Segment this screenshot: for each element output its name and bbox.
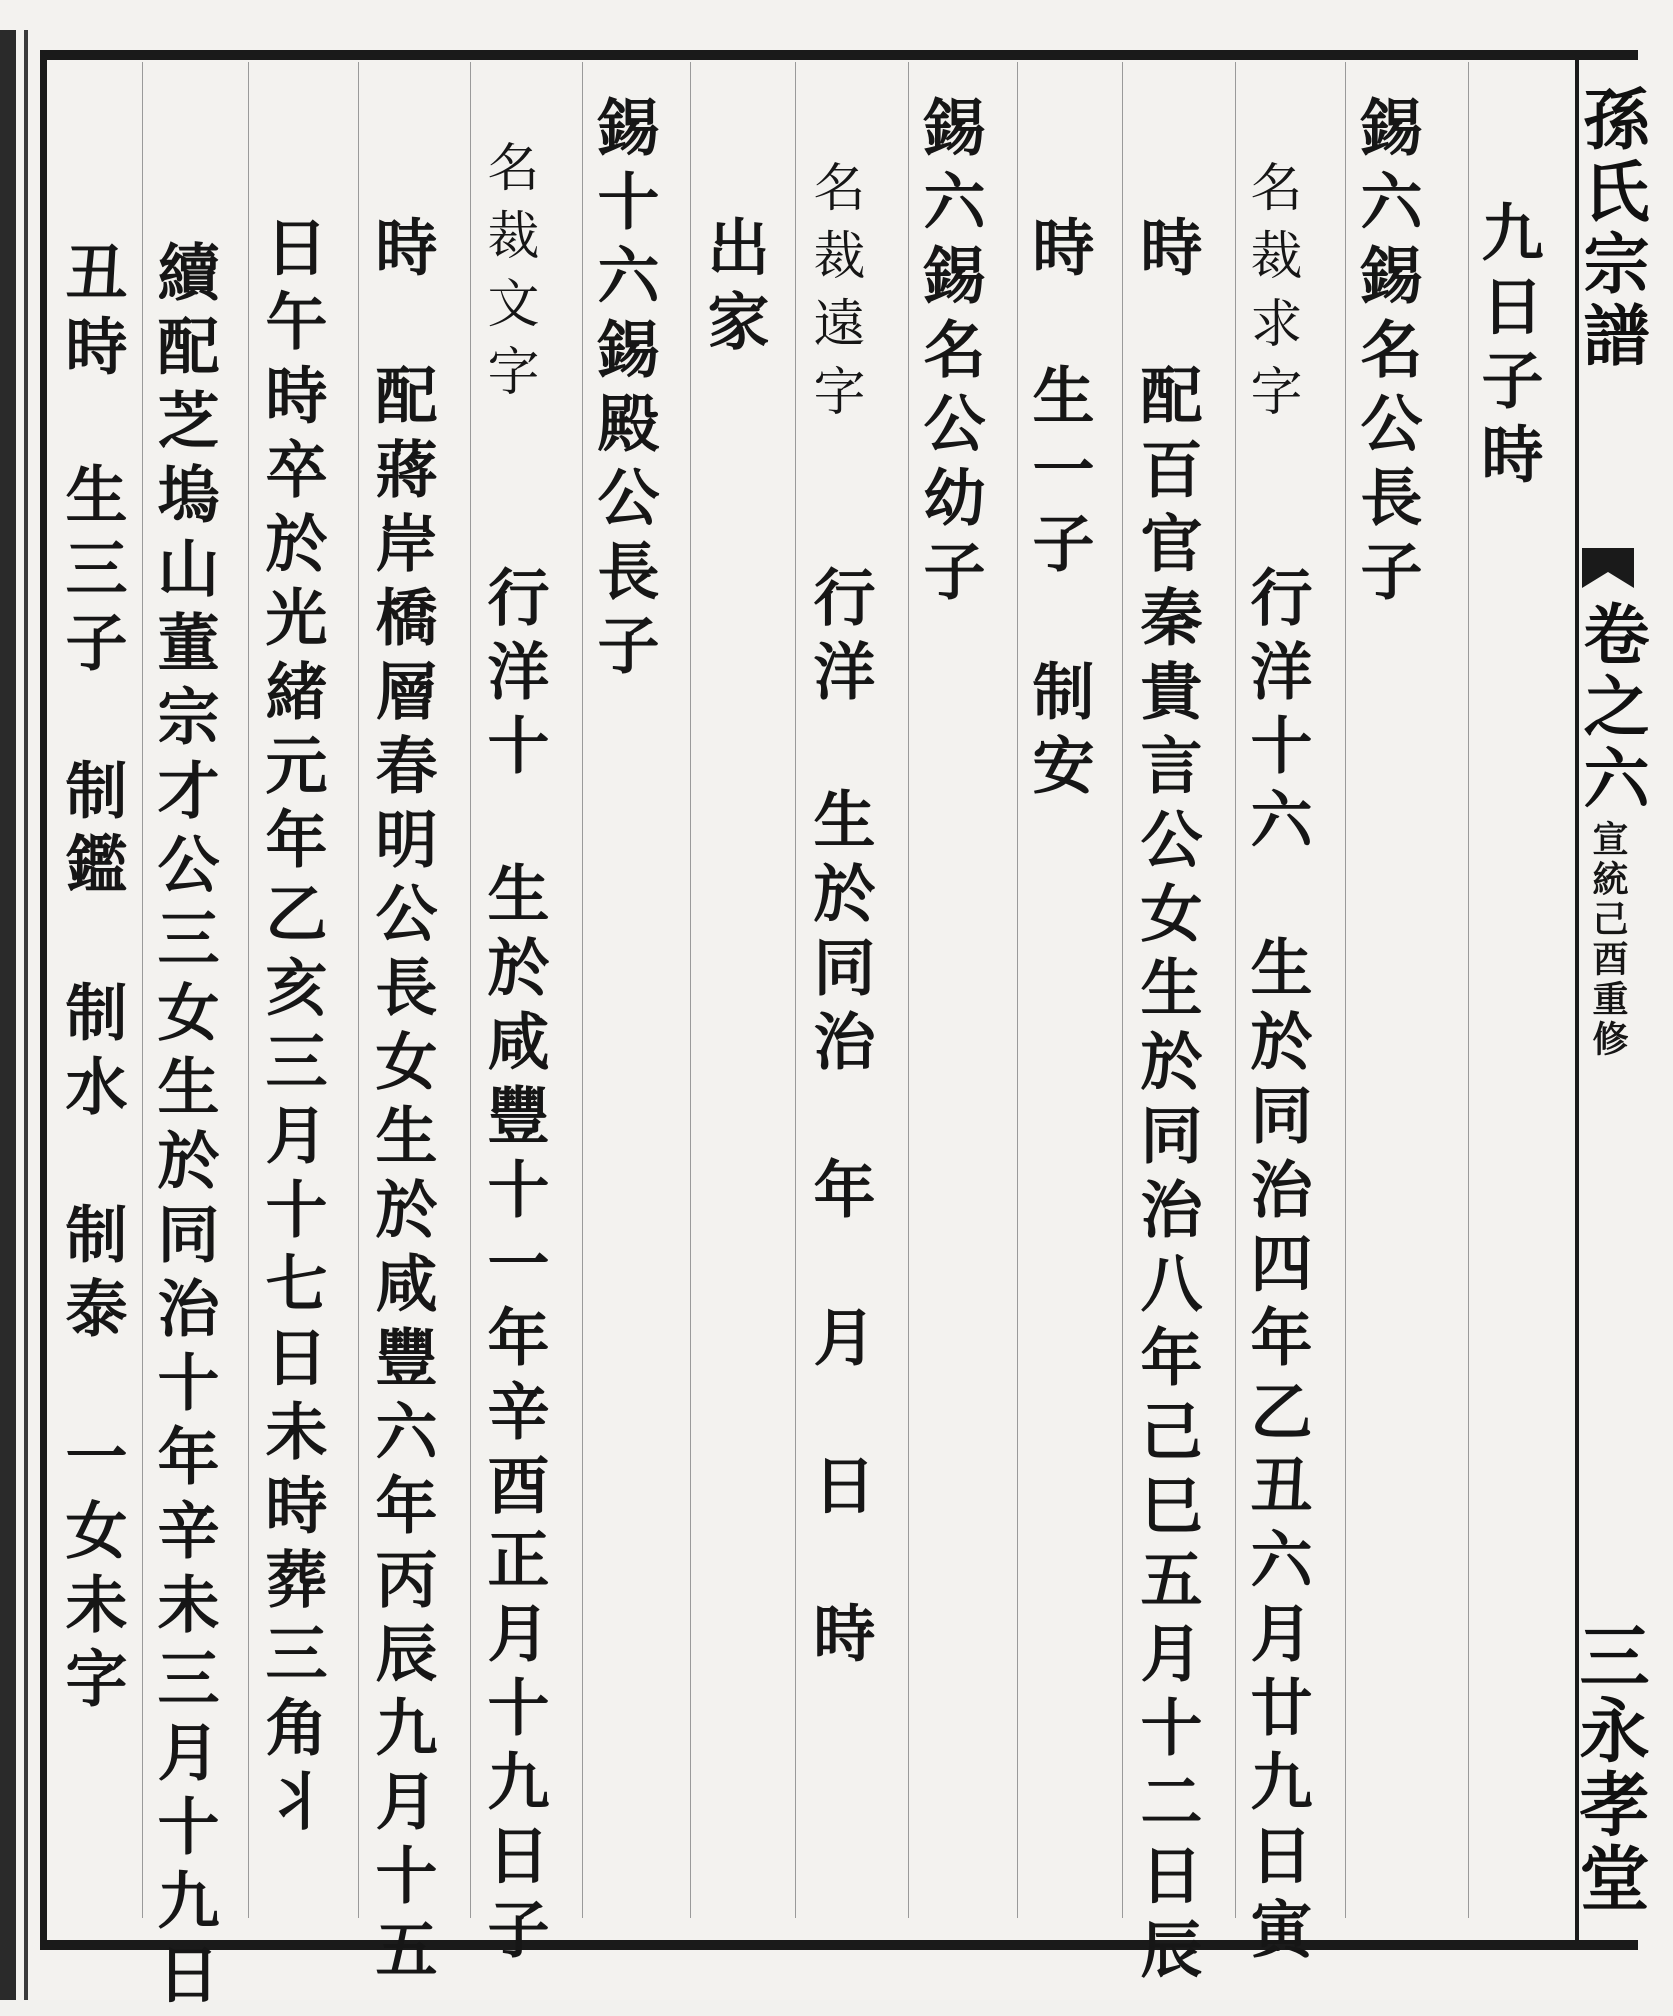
column-rule — [582, 62, 583, 1918]
text-column: 時 生一子 制安 — [1022, 215, 1095, 807]
text-column: 錫十六錫殿公長子 — [587, 95, 660, 687]
hall-name: 三永孝堂 — [1568, 1620, 1651, 1916]
text-column: 日午時卒於光緒元年乙亥三月十七日未時葬三角丬 — [255, 215, 328, 1843]
column-rule — [248, 62, 249, 1918]
book-title: 孫氏宗譜 — [1572, 85, 1650, 373]
column-rule — [795, 62, 796, 1918]
binding-edge-line — [24, 30, 28, 2000]
column-rule — [1468, 62, 1469, 1918]
text-column: 時 配百官秦貴言公女生於同治八年己巳五月十二日辰 — [1130, 215, 1203, 1991]
volume-label: 卷之六 — [1572, 600, 1650, 816]
column-rule — [142, 62, 143, 1918]
text-column: 錫六錫名公幼子 — [913, 95, 986, 613]
text-column: 時 配蔣岸橋層春明公長女生於咸豐六年丙辰九月十五 — [365, 215, 438, 1991]
column-rule — [690, 62, 691, 1918]
text-column: 行洋 生於同治 年 月 日 時 — [803, 565, 876, 1675]
text-column: 九日子時 — [1471, 200, 1544, 496]
text-column: 續配芝塢山董宗才公三女生於同治十年辛未三月十九日 — [147, 240, 220, 2016]
binding-edge — [0, 30, 16, 2000]
text-column: 丑時 生三子 制鑑 制水 制泰 一女未字 — [55, 240, 128, 1720]
text-column-small: 名裁遠字 — [804, 160, 864, 432]
text-column: 行洋十六 生於同治四年乙丑六月廿九日寅 — [1240, 565, 1313, 1971]
text-column: 出家 — [697, 215, 770, 363]
column-rule — [1122, 62, 1123, 1918]
column-rule — [1345, 62, 1346, 1918]
edition-label: 宣統己酉重修 — [1587, 820, 1629, 1060]
text-column-small: 名裁文字 — [478, 140, 538, 412]
column-rule — [358, 62, 359, 1918]
text-column: 行洋十 生於咸豐十一年辛酉正月十九日子 — [477, 565, 550, 1971]
column-rule — [1017, 62, 1018, 1918]
text-column-small: 名裁求字 — [1241, 160, 1301, 432]
text-column: 錫六錫名公長子 — [1350, 95, 1423, 613]
column-rule — [1235, 62, 1236, 1918]
column-rule — [908, 62, 909, 1918]
column-rule — [470, 62, 471, 1918]
